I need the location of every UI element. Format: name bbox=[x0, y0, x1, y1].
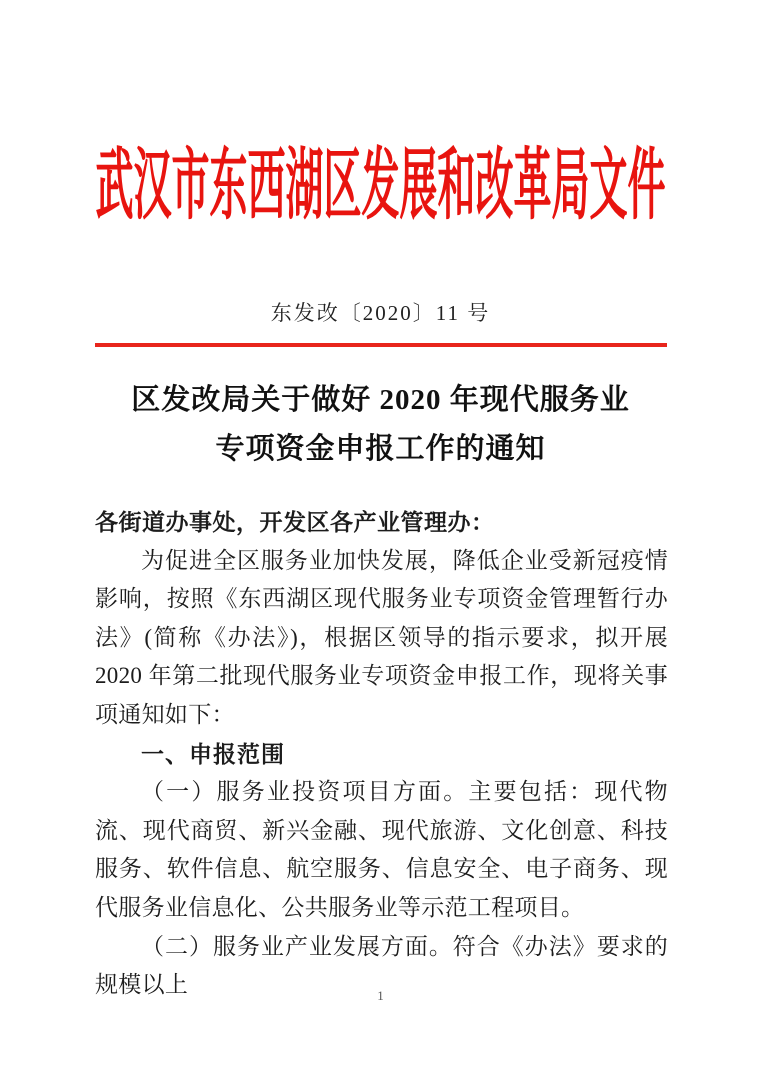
paragraph-item-2: （二）服务业产业发展方面。符合《办法》要求的规模以上 bbox=[95, 933, 668, 998]
document-title bbox=[0, 376, 761, 474]
letterhead bbox=[0, 143, 761, 238]
red-divider-rule bbox=[95, 343, 667, 347]
letterhead-title: 武汉市东西湖区发展和改革局文件 bbox=[95, 143, 666, 231]
paragraph-item-1: （一）服务业投资项目方面。主要包括：现代物流、现代商贸、新兴金融、现代旅游、文化创意、科技服务、软件信息、航空服务、信息安全、电子商务、现代服务业信息化、公共服务业等示范工程项目。 bbox=[95, 779, 668, 920]
salutation: 各街道办事处，开发区各产业管理办： bbox=[95, 509, 495, 535]
page-number: 1 bbox=[377, 988, 384, 1003]
document-reference-number: 东发改〔2020〕11 号 bbox=[270, 301, 491, 325]
document-body bbox=[95, 503, 668, 1005]
paragraph-intro: 为促进全区服务业加快发展，降低企业受新冠疫情影响，按照《东西湖区现代服务业专项资金管理暂行办法》(简称《办法》)，根据区领导的指示要求，拟开展 2020 年第二批现代服务业专项资金申报工作，现将关事项通知如下： bbox=[95, 547, 668, 727]
section-heading-1: 一、申报范围 bbox=[141, 740, 285, 767]
document-title-line-1: 区发改局关于做好 2020 年现代服务业 bbox=[131, 384, 630, 416]
document-title-line-2: 专项资金申报工作的通知 bbox=[215, 433, 546, 465]
